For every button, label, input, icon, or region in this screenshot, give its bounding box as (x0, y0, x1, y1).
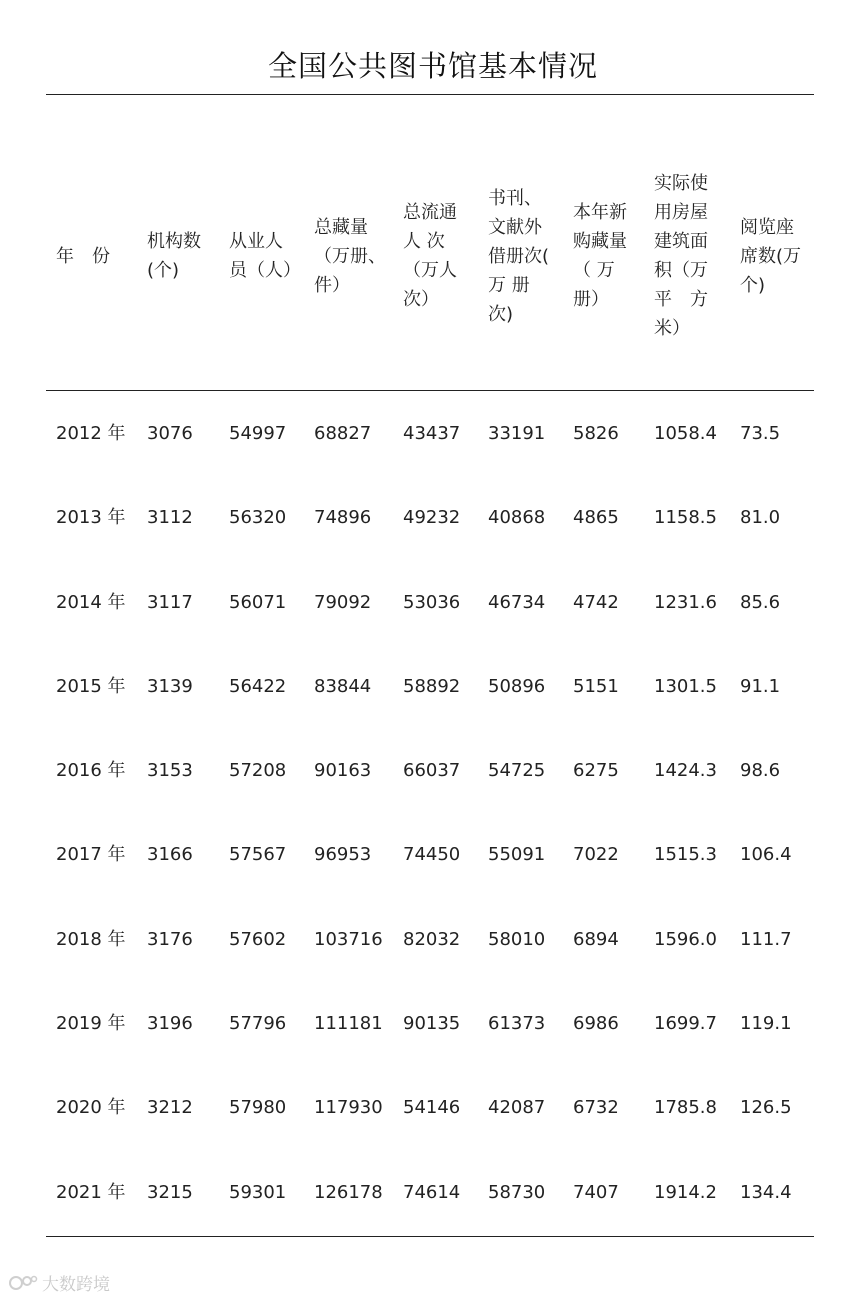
cell-employees: 57567 (229, 844, 287, 866)
cell-year: 2019 年 (56, 1013, 126, 1035)
header-lending-label: 书刊、文献外借册次( 万 册 次) (488, 187, 550, 325)
header-floor-area-label: 实际使用房屋建筑面积（万平 方米） (654, 173, 708, 339)
cell-floor-area: 1515.3 (654, 844, 717, 866)
table-row (0, 392, 866, 476)
cell-lending: 40868 (488, 507, 546, 529)
cell-circulation: 82032 (403, 928, 461, 950)
cell-floor-area: 1699.7 (654, 1013, 717, 1035)
header-reading-seats (740, 156, 810, 356)
table-row (0, 813, 866, 897)
header-year (56, 156, 136, 356)
cell-lending: 54725 (488, 760, 546, 782)
cell-floor-area: 1424.3 (654, 760, 717, 782)
cell-employees: 56320 (229, 507, 287, 529)
cell-reading-seats: 134.4 (740, 1181, 792, 1203)
cell-institutions: 3166 (147, 844, 193, 866)
cell-circulation: 74450 (403, 844, 461, 866)
page-title: 全国公共图书馆基本情况 (267, 49, 598, 83)
header-circulation (403, 156, 471, 356)
cell-reading-seats: 111.7 (740, 928, 792, 950)
top-rule (46, 94, 814, 95)
cell-total-holdings: 111181 (314, 1013, 383, 1035)
cell-year: 2015 年 (56, 675, 126, 697)
cell-new-acquisitions: 7022 (573, 844, 619, 866)
header-rule (46, 390, 814, 391)
cell-circulation: 53036 (403, 591, 461, 613)
table-row (0, 476, 866, 560)
cell-year: 2012 年 (56, 423, 126, 444)
cell-total-holdings: 74896 (314, 507, 372, 529)
cell-new-acquisitions: 6732 (573, 1097, 619, 1119)
cell-total-holdings: 117930 (314, 1097, 383, 1119)
cell-total-holdings: 103716 (314, 928, 383, 950)
table-row (0, 645, 866, 729)
cell-institutions: 3139 (147, 675, 193, 697)
cell-circulation: 74614 (403, 1181, 461, 1203)
table-row (0, 1066, 866, 1150)
table-row (0, 729, 866, 813)
cell-institutions: 3076 (147, 423, 193, 444)
cell-employees: 57980 (229, 1097, 287, 1119)
watermark-logo-icon (8, 1273, 38, 1293)
cell-year: 2014 年 (56, 591, 126, 613)
cell-institutions: 3212 (147, 1097, 193, 1119)
cell-total-holdings: 90163 (314, 760, 372, 782)
cell-new-acquisitions: 6275 (573, 760, 619, 782)
watermark-text: 大数跨境 (42, 1275, 110, 1295)
cell-lending: 58010 (488, 928, 546, 950)
cell-reading-seats: 126.5 (740, 1097, 792, 1119)
cell-floor-area: 1785.8 (654, 1097, 717, 1119)
cell-lending: 33191 (488, 423, 546, 444)
cell-year: 2020 年 (56, 1097, 126, 1119)
cell-lending: 58730 (488, 1181, 546, 1203)
cell-employees: 59301 (229, 1181, 287, 1203)
cell-floor-area: 1914.2 (654, 1181, 717, 1203)
cell-total-holdings: 68827 (314, 423, 372, 444)
watermark (8, 1270, 110, 1295)
header-lending (488, 156, 556, 356)
bottom-rule (46, 1236, 814, 1237)
cell-total-holdings: 126178 (314, 1181, 383, 1203)
cell-total-holdings: 96953 (314, 844, 372, 866)
cell-new-acquisitions: 4742 (573, 591, 619, 613)
cell-lending: 42087 (488, 1097, 546, 1119)
header-floor-area (654, 156, 724, 356)
cell-circulation: 90135 (403, 1013, 461, 1035)
cell-new-acquisitions: 6894 (573, 928, 619, 950)
cell-circulation: 66037 (403, 760, 461, 782)
cell-new-acquisitions: 7407 (573, 1181, 619, 1203)
cell-floor-area: 1596.0 (654, 928, 717, 950)
header-circulation-label: 总流通人 次（万人次） (403, 202, 457, 310)
cell-lending: 55091 (488, 844, 546, 866)
cell-circulation: 49232 (403, 507, 461, 529)
cell-year: 2016 年 (56, 760, 126, 782)
cell-year: 2021 年 (56, 1181, 126, 1203)
cell-institutions: 3112 (147, 507, 193, 529)
cell-lending: 61373 (488, 1013, 546, 1035)
cell-employees: 57796 (229, 1013, 287, 1035)
cell-new-acquisitions: 5151 (573, 675, 619, 697)
cell-circulation: 54146 (403, 1097, 461, 1119)
cell-total-holdings: 83844 (314, 675, 372, 697)
cell-floor-area: 1058.4 (654, 423, 717, 444)
cell-reading-seats: 98.6 (740, 760, 781, 782)
cell-reading-seats: 106.4 (740, 844, 792, 866)
cell-floor-area: 1231.6 (654, 591, 717, 613)
cell-circulation: 43437 (403, 423, 461, 444)
cell-employees: 57602 (229, 928, 287, 950)
header-total-holdings-label: 总藏量（万册、件） (314, 216, 386, 296)
cell-reading-seats: 91.1 (740, 675, 781, 697)
table-row (0, 898, 866, 982)
cell-reading-seats: 81.0 (740, 507, 781, 529)
cell-floor-area: 1301.5 (654, 675, 717, 697)
cell-new-acquisitions: 5826 (573, 423, 619, 444)
cell-year: 2018 年 (56, 928, 126, 950)
header-employees (229, 156, 299, 356)
table-row (0, 561, 866, 645)
table-body (0, 392, 866, 1235)
cell-lending: 50896 (488, 675, 546, 697)
header-year-label: 年 份 (56, 245, 110, 267)
table-row (0, 982, 866, 1066)
cell-institutions: 3176 (147, 928, 193, 950)
header-total-holdings (314, 156, 386, 356)
cell-institutions: 3215 (147, 1181, 193, 1203)
cell-reading-seats: 73.5 (740, 423, 781, 444)
cell-new-acquisitions: 4865 (573, 507, 619, 529)
cell-reading-seats: 119.1 (740, 1013, 792, 1035)
header-employees-label: 从业人员（人） (229, 231, 301, 281)
cell-reading-seats: 85.6 (740, 591, 781, 613)
table-row (0, 1151, 866, 1235)
cell-institutions: 3117 (147, 591, 193, 613)
cell-institutions: 3196 (147, 1013, 193, 1035)
header-new-acquisitions (573, 156, 637, 356)
cell-circulation: 58892 (403, 675, 461, 697)
cell-employees: 57208 (229, 760, 287, 782)
header-new-acquisitions-label: 本年新购藏量（ 万册） (573, 202, 627, 310)
cell-lending: 46734 (488, 591, 546, 613)
header-institutions-label: 机构数(个) (147, 231, 201, 281)
cell-new-acquisitions: 6986 (573, 1013, 619, 1035)
cell-year: 2017 年 (56, 844, 126, 866)
cell-employees: 56071 (229, 591, 287, 613)
cell-institutions: 3153 (147, 760, 193, 782)
cell-year: 2013 年 (56, 507, 126, 529)
header-reading-seats-label: 阅览座席数(万个) (740, 216, 802, 296)
header-institutions (147, 156, 215, 356)
cell-floor-area: 1158.5 (654, 507, 717, 529)
cell-employees: 56422 (229, 675, 287, 697)
cell-total-holdings: 79092 (314, 591, 372, 613)
cell-employees: 54997 (229, 423, 287, 444)
